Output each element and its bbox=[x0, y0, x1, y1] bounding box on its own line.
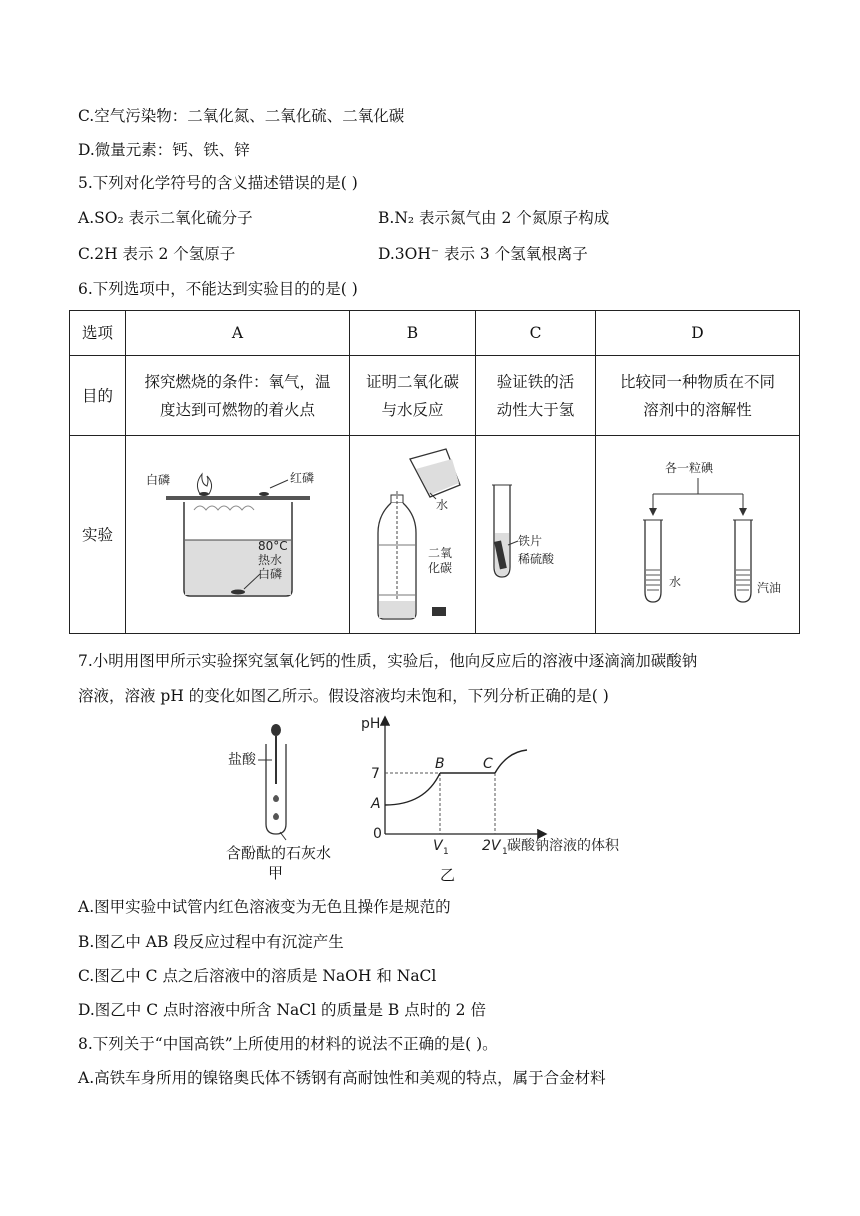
point-b: B bbox=[435, 756, 445, 772]
label-red-phosphorus: 红磷 bbox=[289, 470, 314, 485]
label-gasoline: 汽油 bbox=[756, 580, 781, 595]
tick-2v1: 2V bbox=[482, 838, 501, 854]
row-experiment-label: 实验 bbox=[70, 436, 126, 634]
point-c: C bbox=[483, 756, 493, 772]
q7-option-a: A.图甲实验中试管内红色溶液变为无色且操作是规范的 bbox=[78, 898, 451, 916]
question-5: 5.下列对化学符号的含义描述错误的是( ) bbox=[78, 174, 358, 192]
question-7-line1: 7.小明用图甲所示实验探究氢氧化钙的性质，实验后，他向反应后的溶液中逐滴滴加碳酸钠 bbox=[78, 652, 698, 670]
label-hydrochloric-acid: 盐酸 bbox=[228, 752, 256, 768]
row-purpose-label: 目的 bbox=[70, 356, 126, 436]
experiment-a-figure bbox=[126, 436, 350, 634]
q5-option-d: D.3OH⁻ 表示 3 个氢氧根离子 bbox=[378, 245, 588, 263]
curve-after-c bbox=[495, 750, 527, 773]
point-a: A bbox=[371, 796, 381, 812]
question-6: 6.下列选项中，不能达到实验目的的是( ) bbox=[78, 280, 358, 298]
tick-v1-sub: 1 bbox=[443, 847, 449, 857]
label-white-phosphorus-top: 白磷 bbox=[145, 472, 170, 487]
tick-7: 7 bbox=[371, 766, 380, 782]
header-option: 选项 bbox=[70, 311, 126, 356]
q7-option-b: B.图乙中 AB 段反应过程中有沉淀产生 bbox=[78, 933, 344, 951]
label-water-b: 水 bbox=[436, 497, 449, 512]
iodine-solubility-diagram bbox=[613, 460, 783, 610]
jia-caption: 含酚酞的石灰水 bbox=[226, 844, 332, 862]
figure-yi-ph-chart bbox=[355, 712, 645, 862]
experiment-table bbox=[69, 310, 800, 634]
option-d-trace-elements: D.微量元素：钙、铁、锌 bbox=[78, 141, 250, 159]
tick-0: 0 bbox=[373, 826, 382, 842]
q8-option-a: A.高铁车身所用的镍铬奥氏体不锈钢有高耐蚀性和美观的特点，属于合金材料 bbox=[78, 1069, 606, 1087]
label-water-d: 水 bbox=[668, 574, 681, 589]
combustion-beaker-diagram bbox=[138, 450, 338, 620]
yi-label: 乙 bbox=[440, 866, 456, 884]
co2-bottle-diagram bbox=[356, 445, 470, 625]
jia-label: 甲 bbox=[268, 864, 284, 882]
q7-option-d: D.图乙中 C 点时溶液中所含 NaCl 的质量是 B 点时的 2 倍 bbox=[78, 1001, 486, 1019]
label-iron-sheet: 铁片 bbox=[518, 533, 543, 548]
question-8: 8.下列关于“中国高铁”上所使用的材料的说法不正确的是( )。 bbox=[78, 1035, 498, 1053]
x-axis-label: 碳酸钠溶液的体积 bbox=[507, 838, 619, 854]
label-dilute-sulfuric-acid: 稀硫酸 bbox=[518, 551, 555, 566]
label-white-phosphorus-bottom: 白磷 bbox=[257, 566, 282, 581]
iron-acid-tube-diagram bbox=[482, 475, 590, 595]
header-d: D bbox=[596, 311, 800, 356]
label-hot-water: 热水 bbox=[257, 552, 282, 567]
purpose-a: 探究燃烧的条件：氧气，温 度达到可燃物的着火点 bbox=[126, 356, 350, 436]
tick-2v1-sub: 1 bbox=[502, 847, 508, 857]
header-b: B bbox=[350, 311, 476, 356]
experiment-c-figure bbox=[476, 436, 596, 634]
experiment-b-figure bbox=[350, 436, 476, 634]
q7-option-c: C.图乙中 C 点之后溶液中的溶质是 NaOH 和 NaCl bbox=[78, 967, 437, 985]
label-co2-line1: 二氧 bbox=[428, 545, 453, 560]
purpose-b: 证明二氧化碳 与水反应 bbox=[350, 356, 476, 436]
label-co2-line2: 化碳 bbox=[428, 560, 453, 575]
q5-option-c: C.2H 表示 2 个氢原子 bbox=[78, 245, 236, 263]
q5-option-a: A.SO₂ 表示二氧化硫分子 bbox=[78, 209, 253, 227]
q5-option-b: B.N₂ 表示氮气由 2 个氮原子构成 bbox=[378, 209, 610, 227]
label-80c: 80°C bbox=[257, 538, 288, 553]
header-c: C bbox=[476, 311, 596, 356]
option-c-air-pollutants: C.空气污染物：二氧化氮、二氧化硫、二氧化碳 bbox=[78, 107, 405, 125]
tick-v1: V bbox=[433, 838, 443, 854]
label-iodine-each: 各一粒碘 bbox=[664, 460, 713, 475]
header-a: A bbox=[126, 311, 350, 356]
purpose-c: 验证铁的活 动性大于氢 bbox=[476, 356, 596, 436]
question-7-line2: 溶液，溶液 pH 的变化如图乙所示。假设溶液均未饱和，下列分析正确的是( ) bbox=[78, 687, 609, 705]
figure-jia-test-tube bbox=[220, 716, 300, 856]
curve-ab bbox=[385, 773, 440, 805]
experiment-d-figure bbox=[596, 436, 800, 634]
purpose-d: 比较同一种物质在不同 溶剂中的溶解性 bbox=[596, 356, 800, 436]
y-axis-label: pH bbox=[361, 716, 381, 732]
